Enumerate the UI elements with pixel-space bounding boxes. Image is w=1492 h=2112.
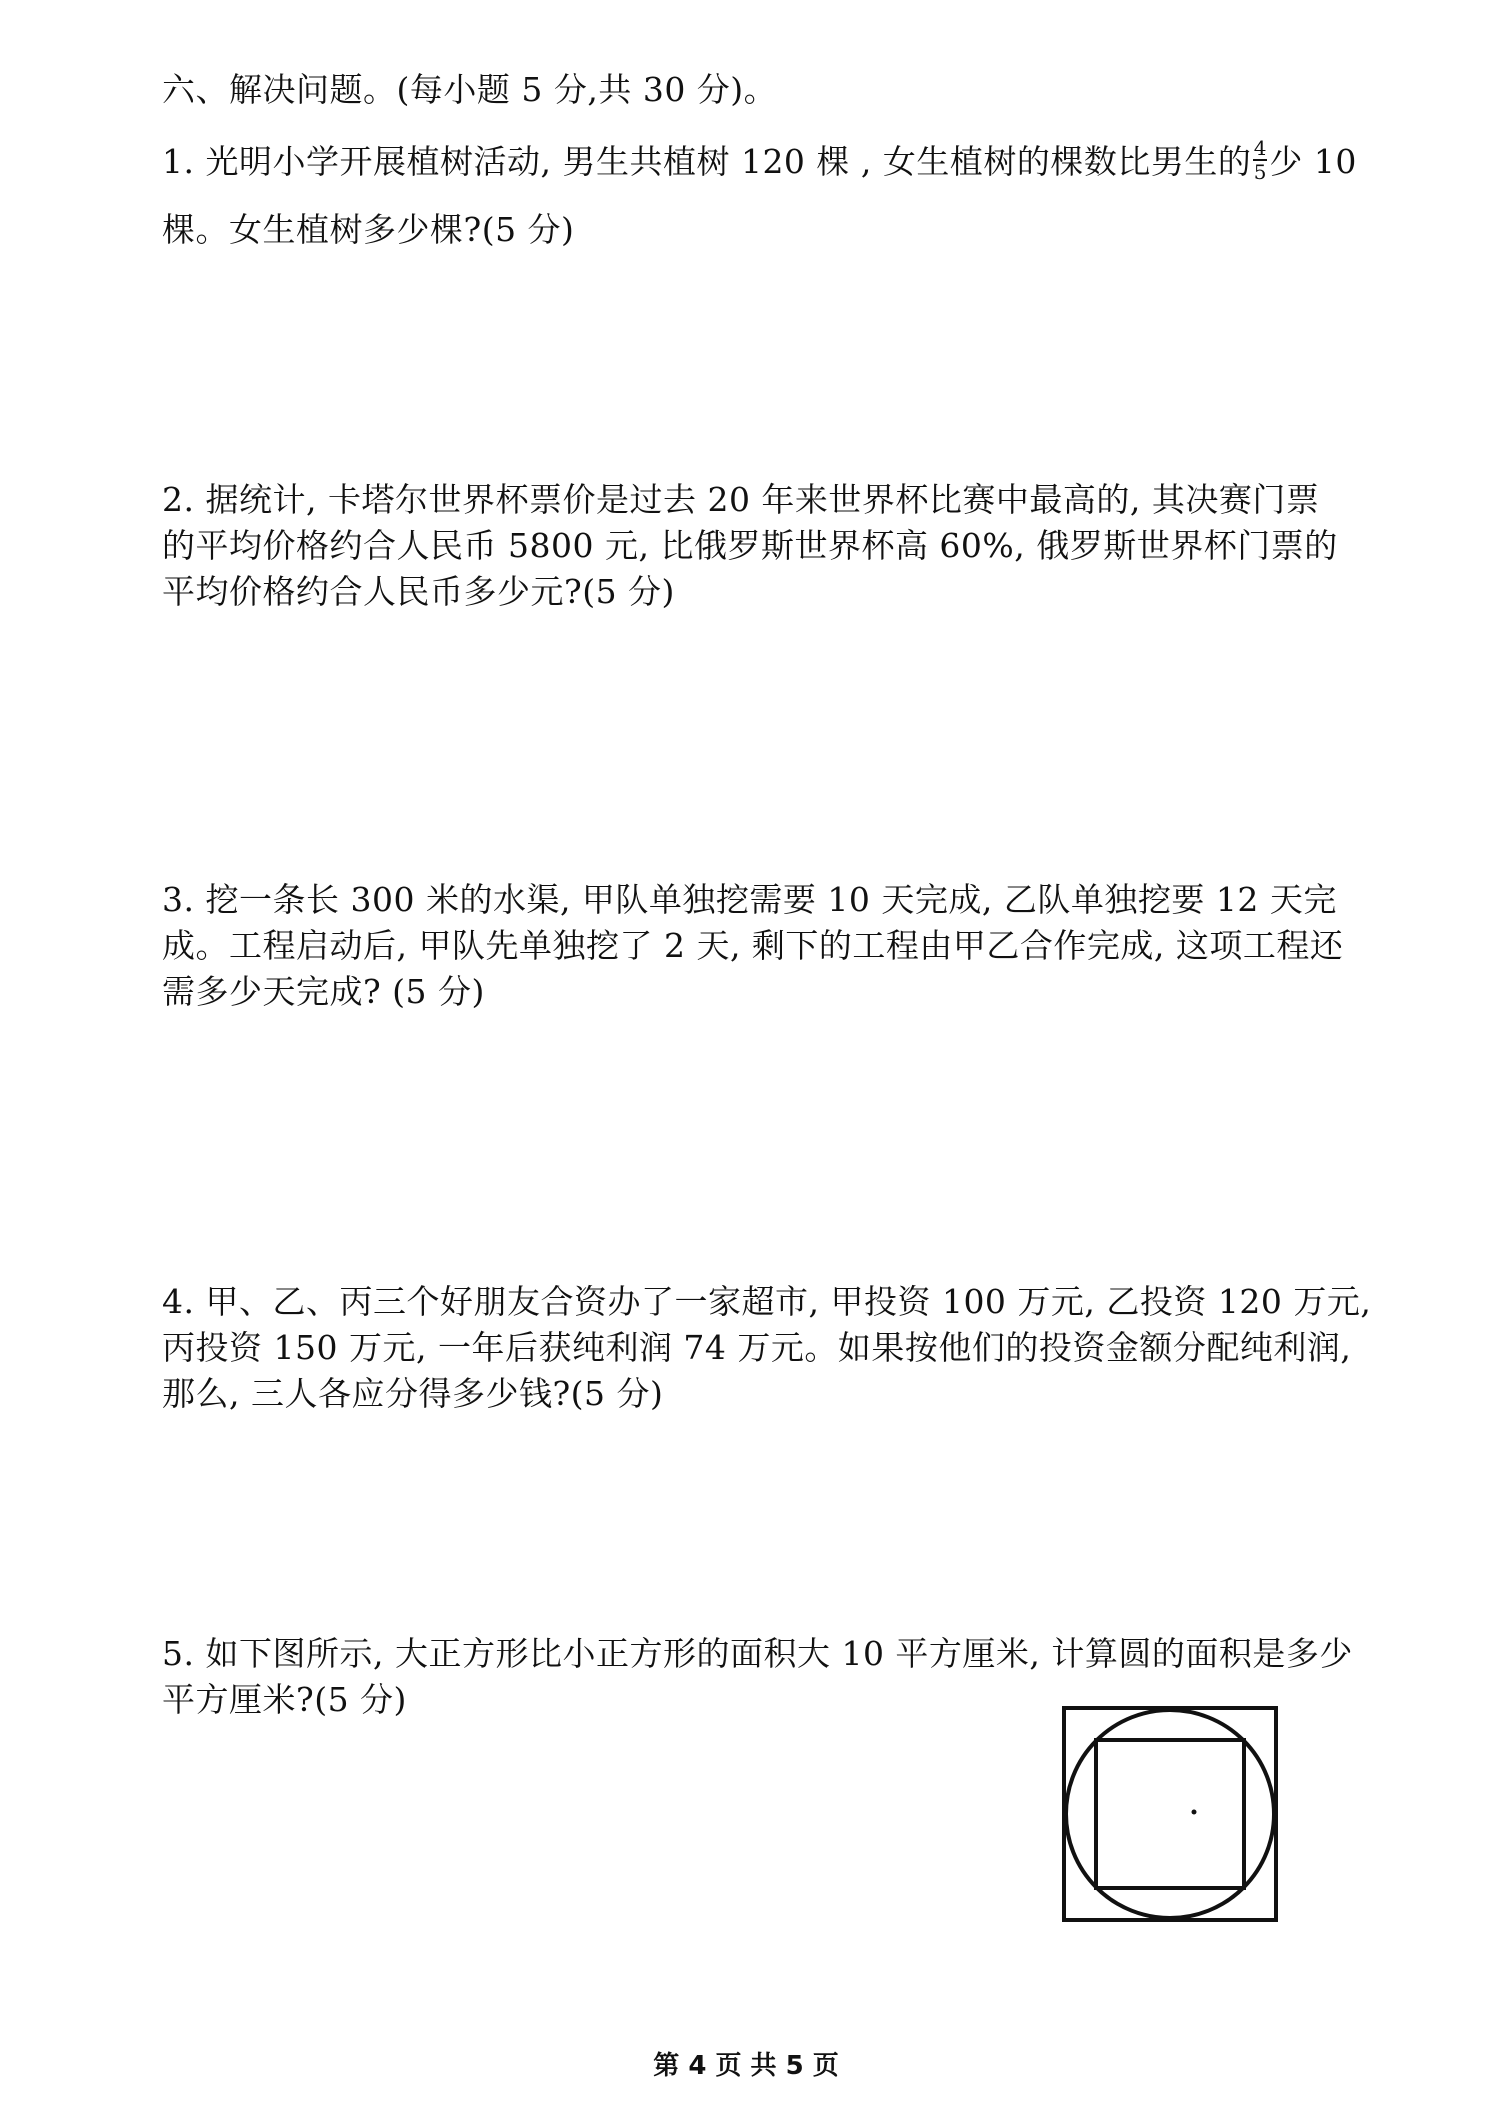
question-4-line-2: 丙投资 150 万元, 一年后获纯利润 74 万元。如果按他们的投资金额分配纯利润, [162, 1328, 1352, 1367]
fraction-numerator: 4 [1253, 136, 1267, 160]
question-4-line-3: 那么, 三人各应分得多少钱?(5 分) [162, 1374, 664, 1413]
question-5-line-1: 5. 如下图所示, 大正方形比小正方形的面积大 10 平方厘米, 计算圆的面积是多少 [162, 1634, 1353, 1673]
question-1-text-after-fraction: 少 10 [1269, 142, 1357, 181]
fraction-four-fifths [1253, 138, 1267, 182]
question-4-line-1: 4. 甲、乙、丙三个好朋友合资办了一家超市, 甲投资 100 万元, 乙投资 120 万元, [162, 1282, 1372, 1321]
center-dot [1192, 1810, 1197, 1815]
question-2-line-3: 平均价格约合人民币多少元?(5 分) [162, 572, 675, 611]
fraction-denominator: 5 [1253, 160, 1267, 184]
square-circle-figure [1060, 1704, 1280, 1924]
question-3-line-1: 3. 挖一条长 300 米的水渠, 甲队单独挖需要 10 天完成, 乙队单独挖要 12 天完 [162, 880, 1337, 919]
question-3-line-3: 需多少天完成? (5 分) [162, 972, 485, 1011]
question-2-line-1: 2. 据统计, 卡塔尔世界杯票价是过去 20 年来世界杯比赛中最高的, 其决赛门票 [162, 480, 1320, 519]
question-1-line-1 [162, 136, 1357, 186]
question-5-line-2: 平方厘米?(5 分) [162, 1680, 407, 1719]
question-1-text-before-fraction: 1. 光明小学开展植树活动, 男生共植树 120 棵 , 女生植树的棵数比男生的 [162, 142, 1252, 181]
question-3-line-2: 成。工程启动后, 甲队先单独挖了 2 天, 剩下的工程由甲乙合作完成, 这项工程还 [162, 926, 1344, 965]
question-2-line-2: 的平均价格约合人民币 5800 元, 比俄罗斯世界杯高 60%, 俄罗斯世界杯门票的 [162, 526, 1338, 565]
question-1-line-2: 棵。女生植树多少棵?(5 分) [162, 210, 575, 249]
small-square [1096, 1740, 1244, 1888]
section-title: 六、解决问题。(每小题 5 分,共 30 分)。 [162, 70, 778, 109]
page-footer: 第 4 页 共 5 页 [653, 2051, 839, 2081]
